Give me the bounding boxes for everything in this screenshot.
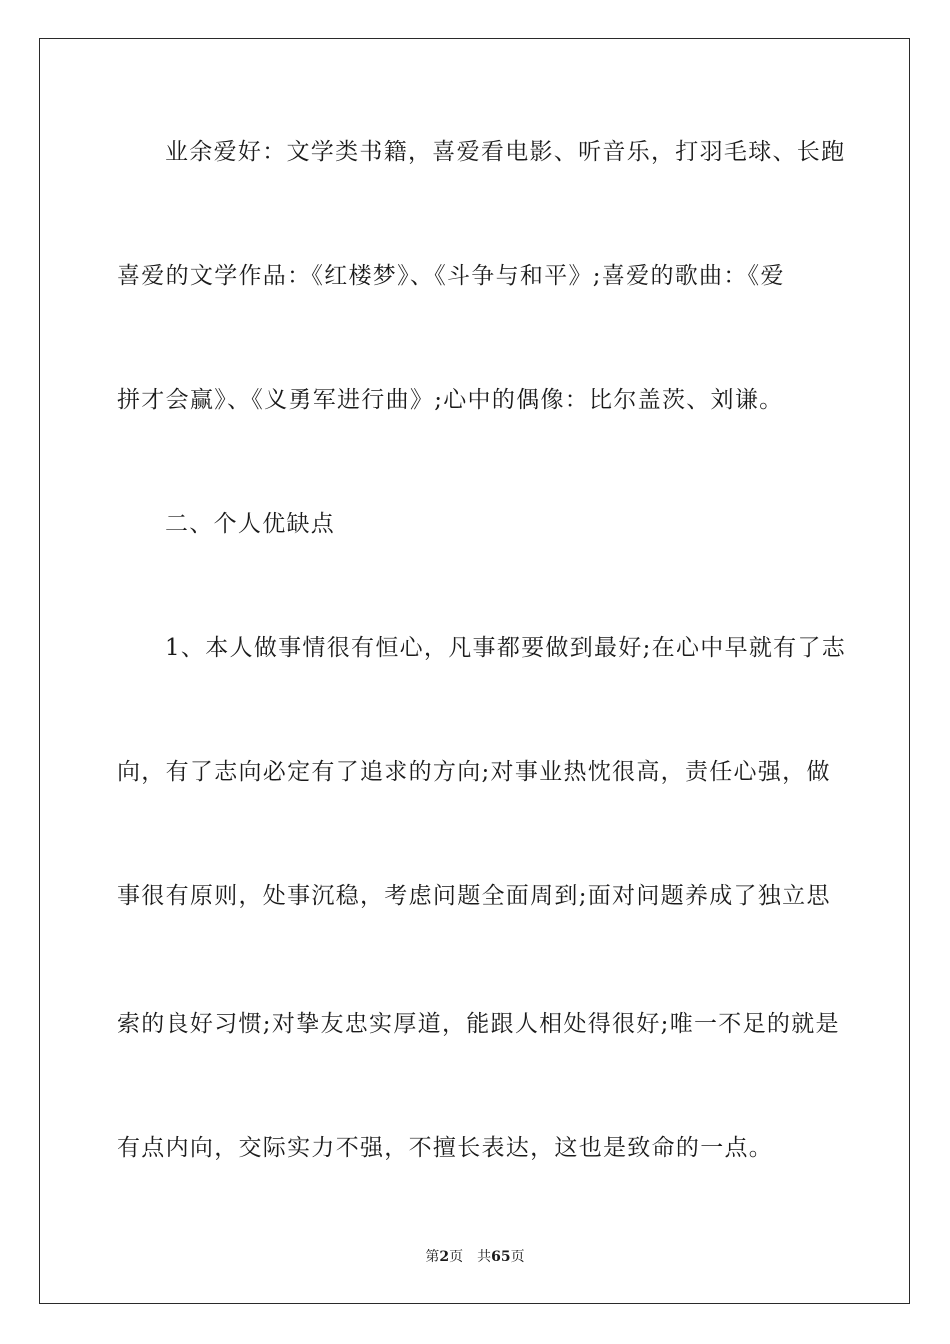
paragraph-line-strengths-3: 事很有原则，处事沉稳，考虑问题全面周到;面对问题养成了独立思 [117, 883, 831, 909]
total-suffix: 页 [510, 1249, 525, 1265]
page-suffix: 页 [449, 1249, 464, 1265]
page-number: 2 [439, 1249, 450, 1265]
paragraph-line-weakness: 有点内向，交际实力不强，不擅长表达，这也是致命的一点。 [117, 1135, 774, 1161]
paragraph-line-strengths-1: 1、本人做事情很有恒心，凡事都要做到最好;在心中早就有了志 [165, 635, 847, 661]
paragraph-line-favorites: 喜爱的文学作品：《红楼梦》、《斗争与和平》;喜爱的歌曲：《爱 [117, 263, 785, 289]
paragraph-line-idols: 拼才会赢》、《义勇军进行曲》;心中的偶像：比尔盖茨、刘谦。 [117, 387, 784, 413]
page-border [39, 38, 910, 1304]
total-prefix: 共 [477, 1249, 492, 1265]
page-prefix: 第 [425, 1249, 440, 1265]
paragraph-line-hobbies: 业余爱好：文学类书籍，喜爱看电影、听音乐，打羽毛球、长跑 [165, 139, 846, 165]
paragraph-line-strengths-2: 向，有了志向必定有了追求的方向;对事业热忱很高，责任心强，做 [117, 759, 831, 785]
section-heading: 二、个人优缺点 [165, 511, 336, 537]
page-footer [0, 1247, 950, 1267]
total-pages: 65 [491, 1249, 511, 1265]
paragraph-line-strengths-4: 索的良好习惯;对挚友忠实厚道，能跟人相处得很好;唯一不足的就是 [117, 1011, 840, 1037]
